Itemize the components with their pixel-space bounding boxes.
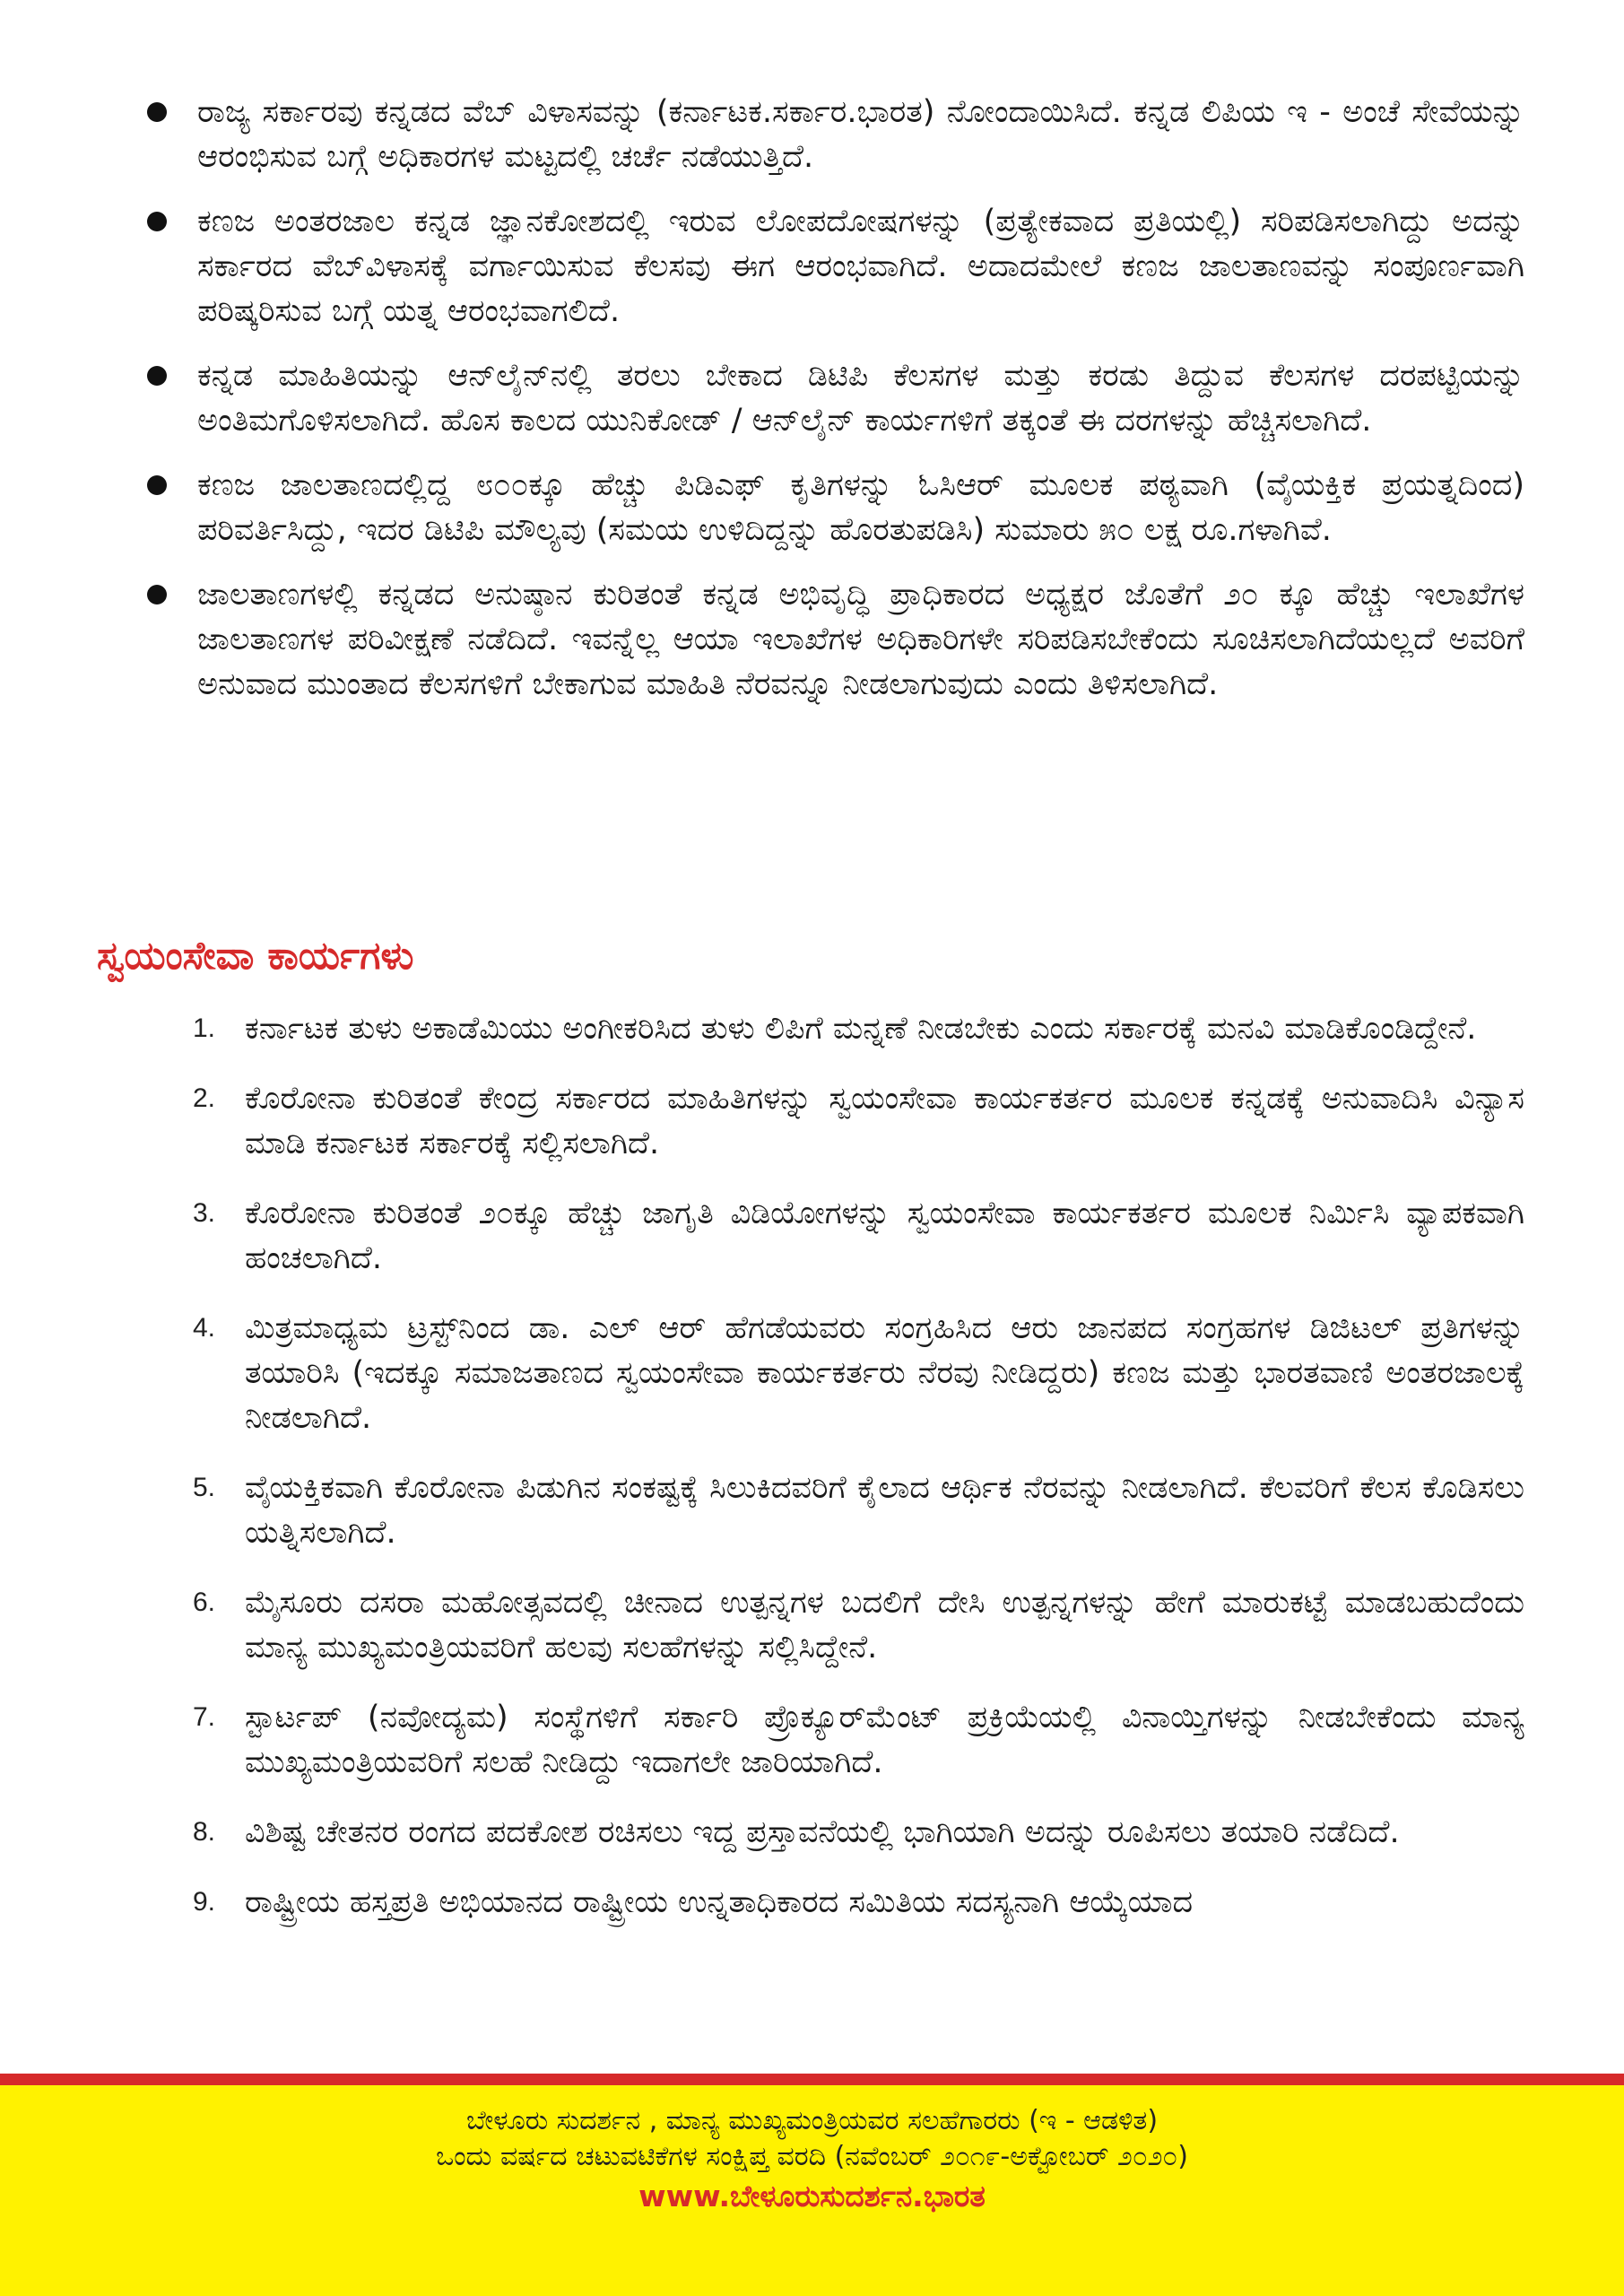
list-item	[193, 1006, 1524, 1051]
item-text: ಕೊರೋನಾ ಕುರಿತಂತೆ ಕೇಂದ್ರ ಸರ್ಕಾರದ ಮಾಹಿತಿಗಳನ್ನು ಸ್ವಯಂಸೇವಾ ಕಾರ್ಯಕರ್ತರ ಮೂಲಕ ಕನ್ನಡಕ್ಕೆ ಅನುವಾದಿಸಿ ವಿನ್ಯಾಸ ಮಾಡಿ ಕರ್ನಾಟಕ ಸರ್ಕಾರಕ್ಕೆ ಸಲ್ಲಿಸಲಾಗಿದೆ.	[245, 1081, 1524, 1161]
bullet-list	[143, 90, 1524, 726]
list-item	[193, 1076, 1524, 1166]
section-title: ಸ್ವಯಂಸೇವಾ ಕಾರ್ಯಗಳು	[97, 934, 414, 978]
item-number: 8.	[193, 1817, 216, 1847]
item-number: 5.	[193, 1473, 216, 1502]
bullet-item	[143, 463, 1524, 552]
item-number: 6.	[193, 1587, 216, 1617]
bullet-dot-icon	[147, 475, 167, 495]
bullet-item	[143, 353, 1524, 443]
item-text: ವಿಶಿಷ್ಟ ಚೇತನರ ರಂಗದ ಪದಕೋಶ ರಚಿಸಲು ಇದ್ದ ಪ್ರಸ್ತಾವನೆಯಲ್ಲಿ ಭಾಗಿಯಾಗಿ ಅದನ್ನು ರೂಪಿಸಲು ತಯಾರಿ ನಡೆದಿದೆ.	[245, 1814, 1400, 1850]
numbered-list	[193, 1006, 1524, 1950]
list-item	[193, 1580, 1524, 1670]
bullet-item	[143, 199, 1524, 334]
item-text: ಮೈಸೂರು ದಸರಾ ಮಹೋತ್ಸವದಲ್ಲಿ ಚೀನಾದ ಉತ್ಪನ್ನಗಳ ಬದಲಿಗೆ ದೇಸಿ ಉತ್ಪನ್ನಗಳನ್ನು ಹೇಗೆ ಮಾರುಕಟ್ಟೆ ಮಾಡಬಹುದೆಂದು ಮಾನ್ಯ ಮುಖ್ಯಮಂತ್ರಿಯವರಿಗೆ ಹಲವು ಸಲಹೆಗಳನ್ನು ಸಲ್ಲಿಸಿದ್ದೇನೆ.	[245, 1585, 1524, 1665]
list-item	[193, 1306, 1524, 1440]
bullet-text: ರಾಜ್ಯ ಸರ್ಕಾರವು ಕನ್ನಡದ ವೆಬ್ ವಿಳಾಸವನ್ನು (ಕರ್ನಾಟಕ.ಸರ್ಕಾರ.ಭಾರತ) ನೋಂದಾಯಿಸಿದೆ. ಕನ್ನಡ ಲಿಪಿಯ ಇ - ಅಂಚೆ ಸೇವೆಯನ್ನು ಆರಂಭಿಸುವ ಬಗ್ಗೆ ಅಧಿಕಾರಗಳ ಮಟ್ಟದಲ್ಲಿ ಚರ್ಚೆ ನಡೆಯುತ್ತಿದೆ.	[197, 94, 1524, 175]
bullet-dot-icon	[147, 366, 167, 386]
item-text: ಸ್ಟಾರ್ಟಪ್ (ನವೋದ್ಯಮ) ಸಂಸ್ಥೆಗಳಿಗೆ ಸರ್ಕಾರಿ ಪ್ರೊಕ್ಯೂರ್‌ಮೆಂಟ್ ಪ್ರಕ್ರಿಯೆಯಲ್ಲಿ ವಿನಾಯ್ತಿಗಳನ್ನು ನೀಡಬೇಕೆಂದು ಮಾನ್ಯ ಮುಖ್ಯಮಂತ್ರಿಯವರಿಗೆ ಸಲಹೆ ನೀಡಿದ್ದು ಇದಾಗಲೇ ಜಾರಿಯಾಗಿದೆ.	[245, 1700, 1524, 1780]
item-text: ಕೊರೋನಾ ಕುರಿತಂತೆ ೨೦ಕ್ಕೂ ಹೆಚ್ಚು ಜಾಗೃತಿ ವಿಡಿಯೋಗಳನ್ನು ಸ್ವಯಂಸೇವಾ ಕಾರ್ಯಕರ್ತರ ಮೂಲಕ ನಿರ್ಮಿಸಿ ವ್ಯಾಪಕವಾಗಿ ಹಂಚಲಾಗಿದೆ.	[245, 1196, 1524, 1276]
item-number: 2.	[193, 1083, 216, 1113]
item-text: ಮಿತ್ರಮಾಧ್ಯಮ ಟ್ರಸ್ಟ್‌ನಿಂದ ಡಾ. ಎಲ್ ಆರ್ ಹೆಗಡೆಯವರು ಸಂಗ್ರಹಿಸಿದ ಆರು ಜಾನಪದ ಸಂಗ್ರಹಗಳ ಡಿಜಿಟಲ್ ಪ್ರತಿಗಳನ್ನು ತಯಾರಿಸಿ (ಇದಕ್ಕೂ ಸಮಾಜತಾಣದ ಸ್ವಯಂಸೇವಾ ಕಾರ್ಯಕರ್ತರು ನೆರವು ನೀಡಿದ್ದರು) ಕಣಜ ಮತ್ತು ಭಾರತವಾಣಿ ಅಂತರಜಾಲಕ್ಕೆ ನೀಡಲಾಗಿದೆ.	[245, 1310, 1524, 1436]
list-item	[193, 1695, 1524, 1785]
item-text: ಕರ್ನಾಟಕ ತುಳು ಅಕಾಡೆಮಿಯು ಅಂಗೀಕರಿಸಿದ ತುಳು ಲಿಪಿಗೆ ಮನ್ನಣೆ ನೀಡಬೇಕು ಎಂದು ಸರ್ಕಾರಕ್ಕೆ ಮನವಿ ಮಾಡಿಕೊಂಡಿದ್ದೇನೆ.	[245, 1011, 1477, 1047]
item-number: 3.	[193, 1198, 216, 1228]
item-text: ವೈಯಕ್ತಿಕವಾಗಿ ಕೊರೋನಾ ಪಿಡುಗಿನ ಸಂಕಷ್ಟಕ್ಕೆ ಸಿಲುಕಿದವರಿಗೆ ಕೈಲಾದ ಆರ್ಥಿಕ ನೆರವನ್ನು ನೀಡಲಾಗಿದೆ. ಕೆಲವರಿಗೆ ಕೆಲಸ ಕೊಡಿಸಲು ಯತ್ನಿಸಲಾಗಿದೆ.	[245, 1470, 1524, 1551]
item-number: 7.	[193, 1702, 216, 1732]
bullet-text: ಕನ್ನಡ ಮಾಹಿತಿಯನ್ನು ಆನ್‌ಲೈನ್‌ನಲ್ಲಿ ತರಲು ಬೇಕಾದ ಡಿಟಿಪಿ ಕೆಲಸಗಳ ಮತ್ತು ಕರಡು ತಿದ್ದುವ ಕೆಲಸಗಳ ದರಪಟ್ಟಿಯನ್ನು ಅಂತಿಮಗೊಳಿಸಲಾಗಿದೆ. ಹೊಸ ಕಾಲದ ಯುನಿಕೋಡ್ / ಆನ್‌ಲೈನ್ ಕಾರ್ಯಗಳಿಗೆ ತಕ್ಕಂತೆ ಈ ದರಗಳನ್ನು ಹೆಚ್ಚಿಸಲಾಗಿದೆ.	[197, 358, 1524, 439]
item-number: 9.	[193, 1887, 216, 1917]
bullet-dot-icon	[147, 102, 167, 122]
bullet-dot-icon	[147, 212, 167, 231]
bullet-text: ಕಣಜ ಅಂತರಜಾಲ ಕನ್ನಡ ಜ್ಞಾನಕೋಶದಲ್ಲಿ ಇರುವ ಲೋಪದೋಷಗಳನ್ನು (ಪ್ರತ್ಯೇಕವಾದ ಪ್ರತಿಯಲ್ಲಿ) ಸರಿಪಡಿಸಲಾಗಿದ್ದು ಅದನ್ನು ಸರ್ಕಾರದ ವೆಬ್‌ವಿಳಾಸಕ್ಕೆ ವರ್ಗಾಯಿಸುವ ಕೆಲಸವು ಈಗ ಆರಂಭವಾಗಿದೆ. ಅದಾದಮೇಲೆ ಕಣಜ ಜಾಲತಾಣವನ್ನು ಸಂಪೂರ್ಣವಾಗಿ ಪರಿಷ್ಕರಿಸುವ ಬಗ್ಗೆ ಯತ್ನ ಆರಂಭವಾಗಲಿದೆ.	[197, 204, 1524, 329]
item-number: 1.	[193, 1013, 216, 1043]
list-item	[193, 1810, 1524, 1855]
bullet-dot-icon	[147, 585, 167, 604]
item-number: 4.	[193, 1313, 216, 1343]
list-item	[193, 1465, 1524, 1555]
footer-author-line: ಬೇಳೂರು ಸುದರ್ಶನ , ಮಾನ್ಯ ಮುಖ್ಯಮಂತ್ರಿಯವರ ಸಲಹೆಗಾರರು (ಇ - ಆಡಳಿತ)	[465, 2105, 1159, 2136]
item-text: ರಾಷ್ಟ್ರೀಯ ಹಸ್ತಪ್ರತಿ ಅಭಿಯಾನದ ರಾಷ್ಟ್ರೀಯ ಉನ್ನತಾಧಿಕಾರದ ಸಮಿತಿಯ ಸದಸ್ಯನಾಗಿ ಆಯ್ಕೆಯಾದ	[245, 1884, 1194, 1920]
list-item	[193, 1880, 1524, 1925]
bullet-item	[143, 90, 1524, 179]
bullet-text: ಜಾಲತಾಣಗಳಲ್ಲಿ ಕನ್ನಡದ ಅನುಷ್ಠಾನ ಕುರಿತಂತೆ ಕನ್ನಡ ಅಭಿವೃದ್ಧಿ ಪ್ರಾಧಿಕಾರದ ಅಧ್ಯಕ್ಷರ ಜೊತೆಗೆ ೨೦ ಕ್ಕೂ ಹೆಚ್ಚು ಇಲಾಖೆಗಳ ಜಾಲತಾಣಗಳ ಪರಿವೀಕ್ಷಣೆ ನಡೆದಿದೆ. ಇವನ್ನೆಲ್ಲ ಆಯಾ ಇಲಾಖೆಗಳ ಅಧಿಕಾರಿಗಳೇ ಸರಿಪಡಿಸಬೇಕೆಂದು ಸೂಚಿಸಲಾಗಿದೆಯಲ್ಲದೆ ಅವರಿಗೆ ಅನುವಾದ ಮುಂತಾದ ಕೆಲಸಗಳಿಗೆ ಬೇಕಾಗುವ ಮಾಹಿತಿ ನೆರವನ್ನೂ ನೀಡಲಾಗುವುದು ಎಂದು ತಿಳಿಸಲಾಗಿದೆ.	[197, 577, 1524, 702]
bullet-text: ಕಣಜ ಜಾಲತಾಣದಲ್ಲಿದ್ದ ೮೦೦ಕ್ಕೂ ಹೆಚ್ಚು ಪಿಡಿಎಫ್ ಕೃತಿಗಳನ್ನು ಓಸಿಆರ್ ಮೂಲಕ ಪಠ್ಯವಾಗಿ (ವೈಯಕ್ತಿಕ ಪ್ರಯತ್ನದಿಂದ) ಪರಿವರ್ತಿಸಿದ್ದು, ಇದರ ಡಿಟಿಪಿ ಮೌಲ್ಯವು (ಸಮಯ ಉಳಿದಿದ್ದನ್ನು ಹೊರತುಪಡಿಸಿ) ಸುಮಾರು ೫೦ ಲಕ್ಷ ರೂ.ಗಳಾಗಿವೆ.	[197, 467, 1524, 548]
footer-divider	[0, 2074, 1624, 2085]
list-item	[193, 1191, 1524, 1281]
footer-report-line: ಒಂದು ವರ್ಷದ ಚಟುವಟಿಕೆಗಳ ಸಂಕ್ಷಿಪ್ತ ವರದಿ (ನವೆಂಬರ್ ೨೦೧೯-ಅಕ್ಟೋಬರ್ ೨೦೨೦)	[436, 2141, 1188, 2172]
footer	[0, 2085, 1624, 2296]
bullet-item	[143, 572, 1524, 707]
footer-website-link[interactable]: www.ಬೇಳೂರುಸುದರ್ಶನ.ಭಾರತ	[638, 2179, 986, 2213]
